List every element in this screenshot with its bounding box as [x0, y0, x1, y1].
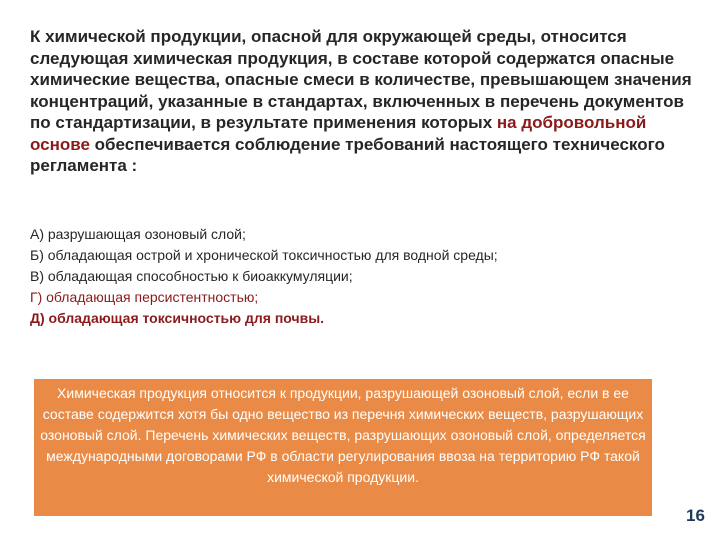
question-highlight: на добровольной основе: [30, 113, 647, 154]
question-part-1: К химической продукции, опасной для окружающей среды, относится следующая химическая продукция, в составе которой содержатся опасные химические вещества, опасные смеси в количестве, превышающем значения концентраций, указанные в стандартах, включенных в перечень документов по стандартизации, в результате применения которых: [30, 27, 692, 132]
question-text: [30, 26, 700, 177]
option-d: Д) обладающая токсичностью для почвы.: [30, 310, 325, 326]
question-part-2: обеспечивается соблюдение требований настоящего технического регламента :: [30, 134, 665, 175]
page-number: 16: [686, 506, 705, 525]
option-b: Б) обладающая острой и хронической токсичностью для водной среды;: [30, 247, 498, 263]
option-a: А) разрушающая озоновый слой;: [30, 226, 246, 242]
explanation-note: Химическая продукция относится к продукции, разрушающей озоновый слой, если в ее составе содержится хотя бы одно вещество из перечня химических веществ, разрушающих озоновый слой. Перечень химических веществ, разрушающих озоновый слой, определяется международными договорами РФ в области регулирования ввоза на территорию РФ такой химической продукции.: [34, 379, 652, 516]
answer-options: [30, 224, 700, 329]
option-v: В) обладающая способностью к биоаккумуляции;: [30, 268, 353, 284]
option-g: Г) обладающая персистентностью;: [30, 289, 259, 305]
